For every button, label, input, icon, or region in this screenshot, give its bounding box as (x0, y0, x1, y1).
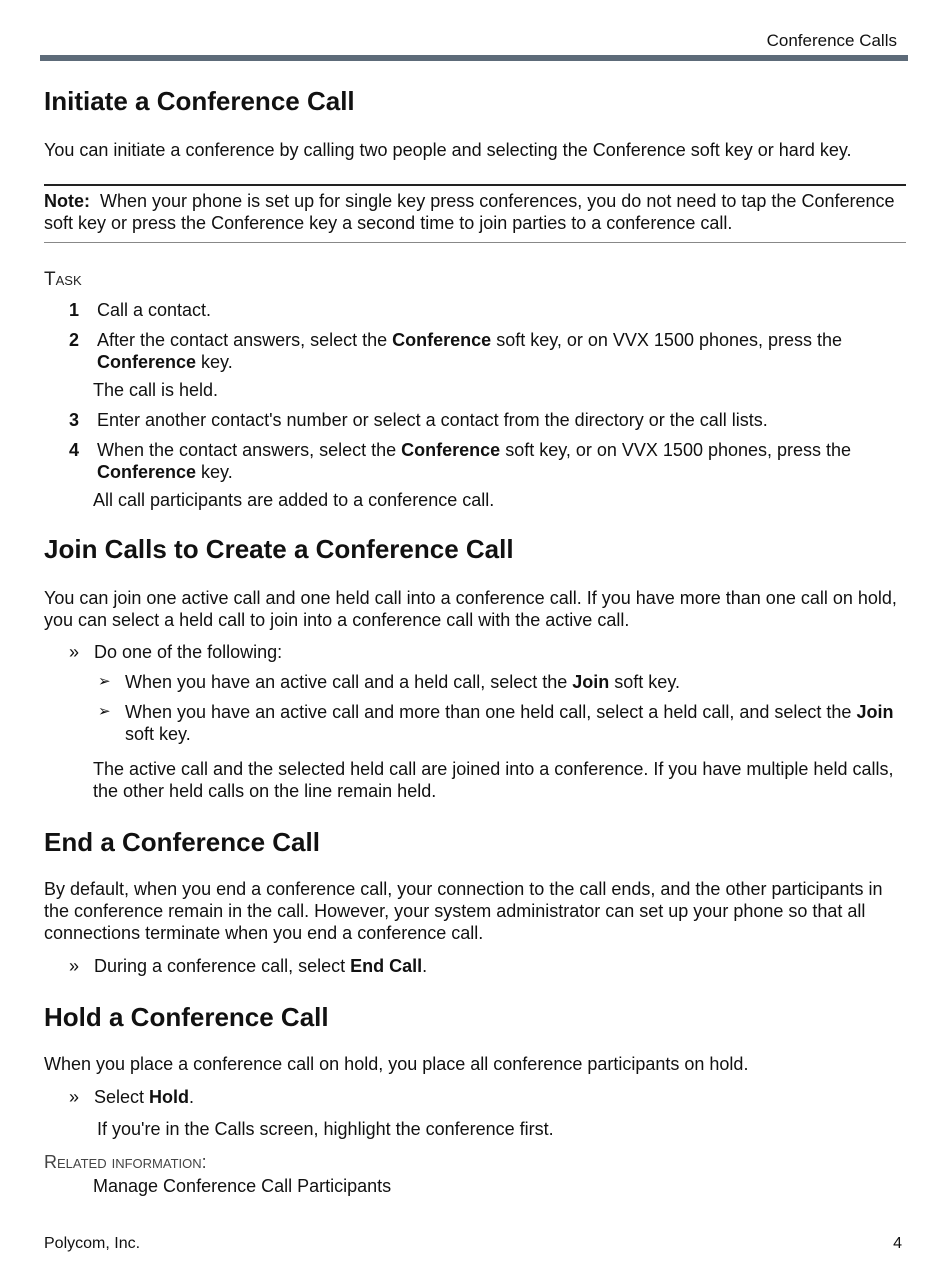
step-text: When the contact answers, select the (97, 440, 402, 460)
heading-join-calls: Join Calls to Create a Conference Call (44, 534, 514, 564)
footer-company: Polycom, Inc. (44, 1235, 141, 1252)
heading-end-conference: End a Conference Call (44, 827, 320, 857)
step-text: After the contact answers, select the (97, 330, 393, 350)
step-text: Enter another contact's number or select a contact from the directory or the call lists. (97, 410, 768, 430)
step-result: The call is held. (93, 380, 219, 400)
hold-intro: When you place a conference call on hold, you place all conference participants on hold. (44, 1054, 749, 1074)
ui-term: End Call (350, 956, 423, 976)
bullet-text: . (422, 956, 428, 976)
bullet-marker: » (69, 956, 80, 976)
task-label: Task (44, 269, 82, 290)
step-number: 4 (69, 440, 80, 460)
bullet-item (44, 641, 906, 663)
step-text: soft key, or on VVX 1500 phones, press the (491, 330, 843, 350)
note-box (44, 184, 906, 243)
bullet-text: Do one of the following: (94, 642, 283, 662)
arrow-bullet-icon: ➢ (98, 673, 111, 690)
ui-term: Conference (392, 330, 492, 350)
arrow-bullet-icon: ➢ (98, 703, 111, 720)
step-number: 3 (69, 410, 80, 430)
bullet-text: . (189, 1087, 195, 1107)
page-content (44, 85, 906, 1197)
join-result: The active call and the selected held call are joined into a conference. If you have multiple held calls, the other held calls on the line remain held. (93, 759, 894, 801)
sub-bullet-item (44, 671, 906, 693)
related-link-manage-participants[interactable]: Manage Conference Call Participants (93, 1176, 392, 1196)
bullet-item (44, 955, 906, 977)
ui-term: Join (856, 702, 894, 722)
task-step (44, 439, 906, 483)
ui-term: Conference (401, 440, 501, 460)
ui-term: Join (572, 672, 610, 692)
note-label: Note: (44, 191, 90, 211)
step-text: key. (196, 462, 233, 482)
ui-term: Hold (149, 1087, 190, 1107)
sub-bullet-text: soft key. (125, 724, 191, 744)
sub-bullet-item (44, 701, 906, 745)
heading-initiate-conference: Initiate a Conference Call (44, 86, 355, 116)
sub-bullet-text: When you have an active call and more than one held call, select a held call, and select the (125, 702, 857, 722)
step-text: soft key, or on VVX 1500 phones, press the (500, 440, 852, 460)
ui-term: Conference (97, 462, 197, 482)
task-step (44, 299, 906, 321)
step-text: key. (196, 352, 233, 372)
sub-bullet-text: soft key. (609, 672, 680, 692)
hold-result: If you're in the Calls screen, highlight the conference first. (97, 1119, 554, 1139)
task-steps (44, 299, 906, 511)
step-number: 1 (69, 300, 80, 320)
bullet-text: During a conference call, select (94, 956, 351, 976)
heading-hold-conference: Hold a Conference Call (44, 1002, 329, 1032)
header-rule (40, 55, 908, 61)
bullet-marker: » (69, 1087, 80, 1107)
ui-term: Conference (97, 352, 197, 372)
bullet-item (44, 1086, 906, 1108)
task-step (44, 409, 906, 431)
end-intro: By default, when you end a conference call, your connection to the call ends, and the other participants in the conference remain in the call. However, your system administrator can set up your phone so that all connections terminate when you end a conference call. (44, 879, 883, 943)
sub-bullet-text: When you have an active call and a held call, select the (125, 672, 573, 692)
join-intro: You can join one active call and one held call into a conference call. If you have more than one call on hold, you can select a held call to join into a conference call with the active call. (44, 588, 897, 630)
running-header: Conference Calls (766, 31, 897, 50)
bullet-text: Select (94, 1087, 150, 1107)
task-step (44, 329, 906, 373)
note-text: When your phone is set up for single key press conferences, you do not need to tap the Conference soft key or press the Conference key a second time to join parties to a conference call. (44, 191, 895, 233)
footer-page-number: 4 (893, 1235, 902, 1252)
initiate-intro: You can initiate a conference by calling two people and selecting the Conference soft key or hard key. (44, 140, 852, 160)
step-text: Call a contact. (97, 300, 212, 320)
bullet-marker: » (69, 642, 80, 662)
step-result: All call participants are added to a conference call. (93, 490, 495, 510)
related-information-label: Related information: (44, 1152, 207, 1172)
step-number: 2 (69, 330, 80, 350)
